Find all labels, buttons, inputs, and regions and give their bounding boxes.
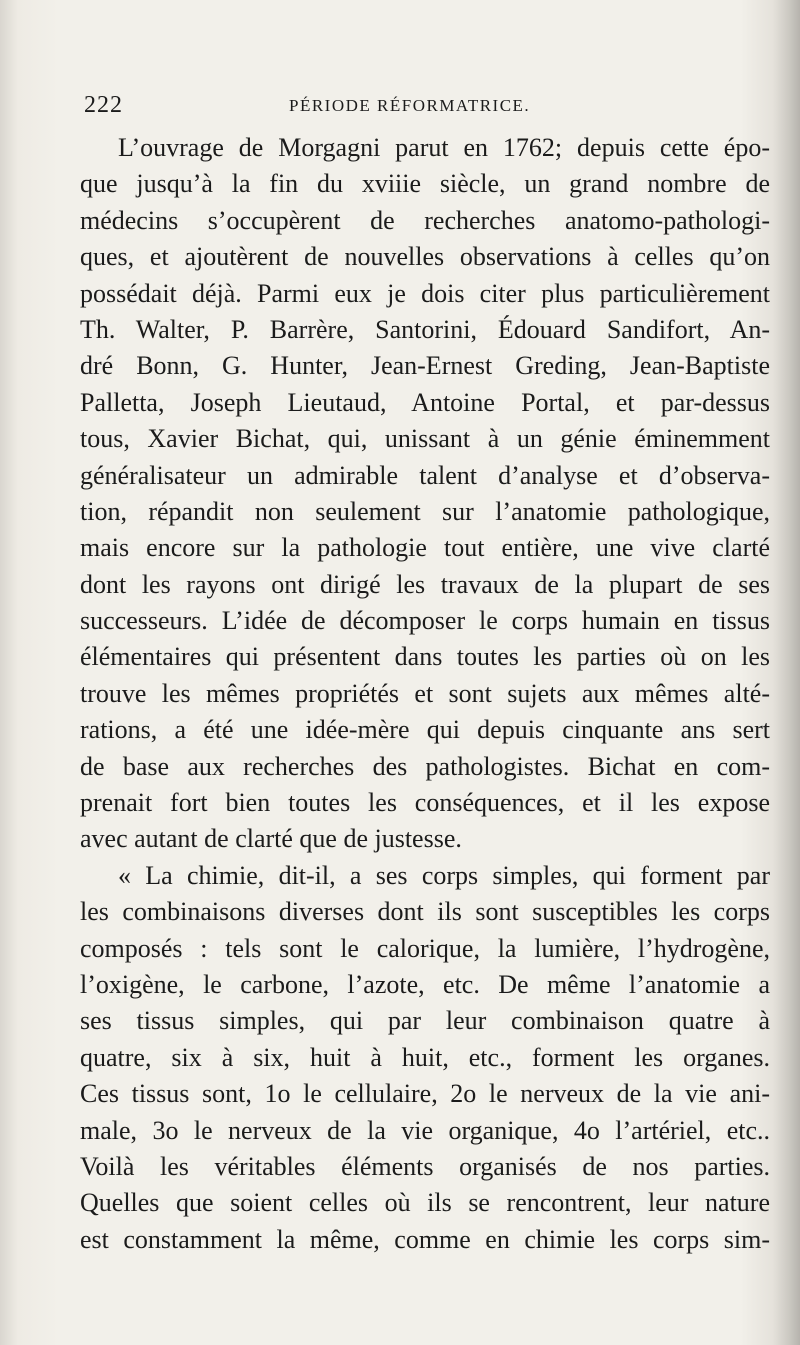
text-line: possédait déjà. Parmi eux je dois citer plus particulièrement — [80, 278, 770, 308]
page-fold-shadow — [772, 0, 800, 1345]
text-line: est constamment la même, comme en chimie les corps sim- — [80, 1224, 770, 1254]
text-line: ses tissus simples, qui par leur combinaison quatre à — [80, 1006, 770, 1036]
text-line: élémentaires qui présentent dans toutes les parties où on les — [80, 642, 770, 672]
text-line: l’oxigène, le carbone, l’azote, etc. De même l’anatomie a — [80, 969, 770, 999]
text-line: dont les rayons ont dirigé les travaux de la plupart de ses — [80, 569, 770, 599]
text-line: prenait fort bien toutes les conséquences, et il les expose — [80, 788, 770, 818]
text-line: quatre, six à six, huit à huit, etc., forment les organes. — [80, 1042, 770, 1072]
text-line: tion, répandit non seulement sur l’anatomie pathologique, — [80, 496, 770, 526]
text-line: composés : tels sont le calorique, la lumière, l’hydrogène, — [80, 933, 770, 963]
text-line: L’ouvrage de Morgagni parut en 1762; depuis cette épo- — [118, 133, 770, 162]
text-line: Ces tissus sont, 1o le cellulaire, 2o le nerveux de la vie ani- — [80, 1079, 770, 1109]
text-line: Quelles que soient celles où ils se rencontrent, leur nature — [80, 1188, 770, 1218]
running-title: PÉRIODE RÉFORMATRICE. — [289, 96, 531, 115]
text-line: trouve les mêmes propriétés et sont sujets aux mêmes alté- — [80, 678, 770, 708]
text-line: successeurs. L’idée de décomposer le corps humain en tissus — [80, 606, 770, 636]
text-line: tous, Xavier Bichat, qui, unissant à un génie éminemment — [80, 424, 770, 454]
text-line: que jusqu’à la fin du xviiie siècle, un grand nombre de — [80, 169, 770, 199]
text-line: rations, a été une idée-mère qui depuis cinquante ans sert — [80, 715, 770, 745]
text-line: « La chimie, dit-il, a ses corps simples, qui forment par — [118, 860, 770, 890]
text-line: Th. Walter, P. Barrère, Santorini, Édouard Sandifort, An- — [80, 314, 770, 344]
text-line: avec autant de clarté que de justesse. — [80, 824, 462, 854]
text-line: ques, et ajoutèrent de nouvelles observations à celles qu’on — [80, 242, 770, 272]
text-line: médecins s’occupèrent de recherches anatomo-pathologi- — [80, 205, 770, 235]
text-line: les combinaisons diverses dont ils sont susceptibles les corps — [80, 897, 770, 927]
text-line: Palletta, Joseph Lieutaud, Antoine Portal, et par-dessus — [80, 387, 770, 417]
text-line: de base aux recherches des pathologistes. Bichat en com- — [80, 751, 770, 781]
text-line: male, 3o le nerveux de la vie organique, 4o l’artériel, etc.. — [80, 1115, 770, 1145]
text-line: Voilà les véritables éléments organisés de nos parties. — [80, 1151, 770, 1181]
body-text — [80, 130, 770, 1258]
text-line: généralisateur un admirable talent d’analyse et d’observa- — [80, 460, 770, 490]
page-number: 222 — [84, 92, 123, 118]
running-head — [84, 92, 774, 122]
text-line: mais encore sur la pathologie tout entière, une vive clarté — [80, 533, 770, 563]
text-line: dré Bonn, G. Hunter, Jean-Ernest Greding, Jean-Baptiste — [80, 351, 770, 381]
